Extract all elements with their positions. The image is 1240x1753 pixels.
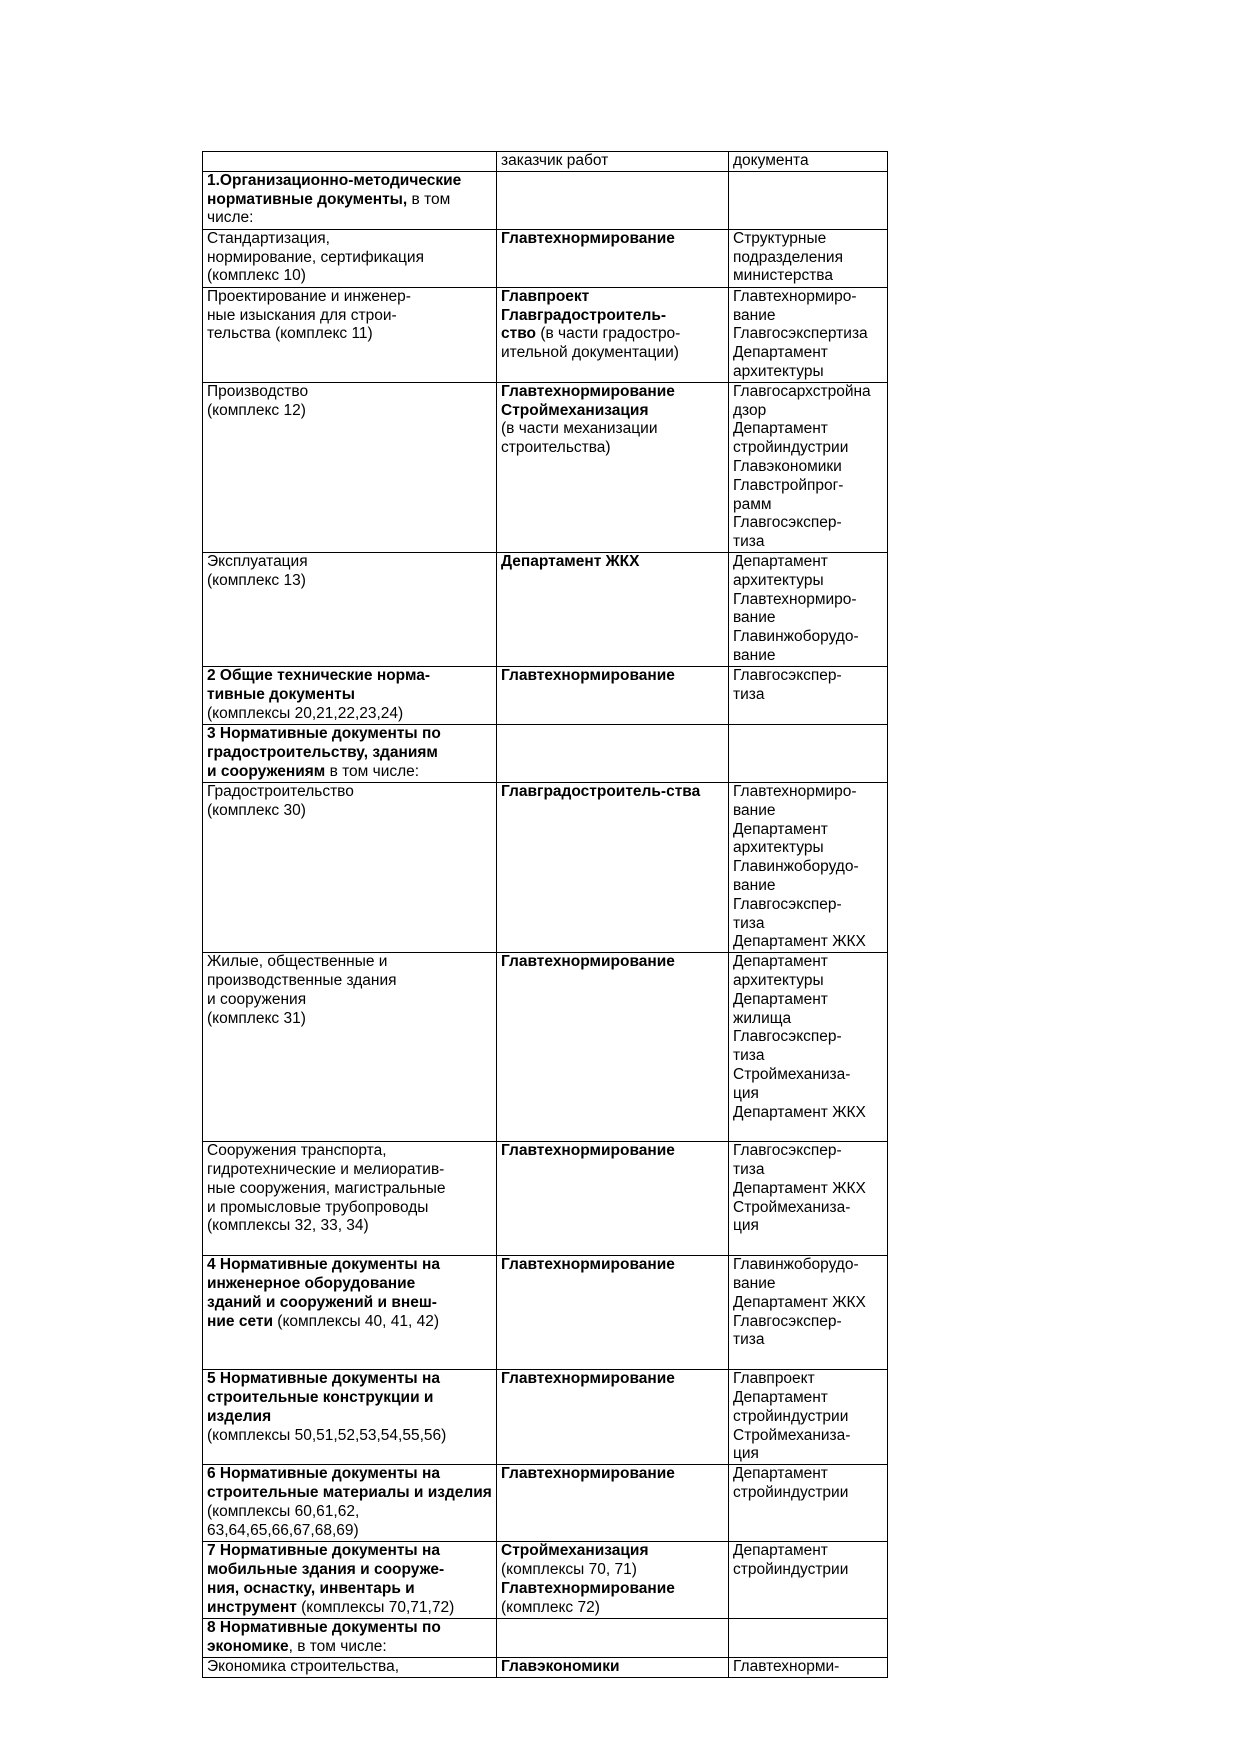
cell-text-bold: 1.Организационно-методические нормативные документы, (207, 171, 462, 208)
cell-text-bold: Главтехнормирование (501, 1256, 675, 1274)
cell-text-regular: (комплексы 60,61,62, 63,64,65,66,67,68,69) (207, 1502, 360, 1539)
table-row (203, 1142, 888, 1256)
cell-text-regular: (комплекс 72) (501, 1598, 600, 1616)
customer-cell (497, 1465, 729, 1542)
cell-text-regular: Сооружения транспорта, гидротехнические и мелиоратив- ные сооружения, магистральные и промысловые трубопроводы (комплексы 32, 33, 34) (207, 1142, 446, 1235)
section-name-cell (203, 287, 497, 382)
cell-text (207, 1465, 492, 1540)
cell-text (207, 725, 492, 781)
cell-text-bold: Главтехнормирование (501, 1465, 675, 1483)
cell-text-regular: Главинжоборудо- вание Департамент ЖКХ Главгосэкспер- тиза (733, 1256, 866, 1349)
customer-cell (497, 287, 729, 382)
cell-text (207, 1142, 492, 1236)
customer-cell (497, 666, 729, 724)
cell-text-regular: (комплексы 70, 71) (501, 1560, 637, 1578)
table-row (203, 1619, 888, 1658)
coordinator-cell (729, 382, 888, 552)
table-body (203, 152, 888, 1678)
cell-text (733, 1465, 883, 1503)
cell-text (733, 953, 883, 1122)
section-name-cell (203, 1465, 497, 1542)
table-row (203, 1465, 888, 1542)
cell-text-bold: Главтехнормирование (501, 953, 675, 971)
cell-text-regular: Эксплуатация (комплекс 13) (207, 552, 308, 589)
cell-text (733, 1256, 883, 1350)
cell-text-bold: Главтехнормирование (501, 1370, 675, 1388)
cell-text-regular: Департамент архитектуры Департамент жилища Главгосэкспер- тиза Строймеханиза- ция Департамент ЖКХ (733, 953, 866, 1121)
cell-text-regular: Проектирование и инженер- ные изыскания для строи- тельства (комплекс 11) (207, 287, 411, 343)
table-row (203, 171, 888, 229)
table-row (203, 666, 888, 724)
section-name-cell (203, 1256, 497, 1370)
cell-text (207, 1256, 492, 1331)
coordinator-cell (729, 782, 888, 952)
header-cell-2 (497, 152, 729, 172)
cell-text-bold: 6 Нормативные документы на строительные материалы и изделия (207, 1465, 492, 1501)
cell-text-regular: (комплексы 70,71,72) (296, 1598, 455, 1616)
coordinator-cell (729, 1370, 888, 1465)
cell-text (501, 783, 724, 802)
section-name-cell (203, 1542, 497, 1619)
coordinator-cell (729, 953, 888, 1142)
cell-text-regular: , в том числе: (288, 1637, 387, 1655)
table-row (203, 552, 888, 666)
cell-text (501, 230, 724, 249)
customer-cell (497, 724, 729, 782)
cell-text-bold: Главтехнормирование Строймеханизация (501, 382, 675, 419)
table-row (203, 1370, 888, 1465)
customer-cell (497, 953, 729, 1142)
coordinator-cell (729, 1465, 888, 1542)
cell-text-bold: Главтехнормирование (501, 1579, 675, 1597)
table-row (203, 287, 888, 382)
cell-text-bold: 5 Нормативные документы на строительные конструкции и изделия (207, 1370, 440, 1425)
coordinator-cell (729, 552, 888, 666)
coordinator-cell (729, 1619, 888, 1658)
section-name-cell (203, 171, 497, 229)
customer-cell (497, 229, 729, 287)
cell-text (207, 230, 492, 286)
cell-text (501, 1142, 724, 1161)
cell-text-regular: Главгосэкспер- тиза (733, 666, 842, 703)
table-row (203, 1658, 888, 1678)
table-row (203, 1256, 888, 1370)
cell-text-regular: Департамент стройиндустрии (733, 1542, 849, 1578)
cell-text-bold: Главтехнормирование (501, 229, 675, 247)
table-row (203, 782, 888, 952)
customer-cell (497, 552, 729, 666)
coordinator-cell (729, 229, 888, 287)
customer-cell (497, 1370, 729, 1465)
section-name-cell (203, 724, 497, 782)
header-cell-1 (203, 152, 497, 172)
customer-cell (497, 382, 729, 552)
table-row (203, 724, 888, 782)
cell-text (733, 1142, 883, 1236)
cell-text-bold: Главтехнормирование (501, 666, 675, 684)
coordinator-cell (729, 171, 888, 229)
cell-text (733, 383, 883, 552)
coordinator-cell (729, 1542, 888, 1619)
cell-text-bold: Строймеханизация (501, 1542, 649, 1560)
cell-text-bold: Главпроект Главградостроитель- ство (501, 287, 667, 343)
coordinator-cell (729, 1256, 888, 1370)
table-row (203, 953, 888, 1142)
cell-text-bold: Департамент ЖКХ (501, 552, 640, 570)
section-name-cell (203, 666, 497, 724)
cell-text (501, 1465, 724, 1484)
cell-text (207, 172, 492, 228)
cell-text (501, 553, 724, 572)
cell-text (733, 1542, 883, 1580)
cell-text-regular: в том числе: (325, 762, 420, 780)
cell-text (207, 553, 492, 591)
cell-text (501, 953, 724, 972)
coordinator-cell (729, 1142, 888, 1256)
cell-text-regular: Жилые, общественные и производственные здания и сооружения (комплекс 31) (207, 953, 397, 1027)
table-header-row (203, 152, 888, 172)
cell-text (207, 953, 492, 1028)
cell-text (501, 1658, 724, 1677)
cell-text-regular: (комплексы 40, 41, 42) (272, 1312, 440, 1330)
table-row (203, 1542, 888, 1619)
cell-text (207, 1658, 492, 1677)
cell-text-regular: Департамент архитектуры Главтехнормиро- вание Главинжоборудо- вание (733, 552, 859, 664)
section-name-cell (203, 1619, 497, 1658)
cell-text-regular: (комплексы 20,21,22,23,24) (207, 704, 404, 722)
cell-text-bold: 3 Нормативные документы по градостроительству, зданиям и сооружениям (207, 724, 441, 780)
section-name-cell (203, 229, 497, 287)
customer-cell (497, 1542, 729, 1619)
cell-text-regular: Производство (комплекс 12) (207, 382, 309, 419)
section-name-cell (203, 1370, 497, 1465)
cell-text-bold: Главэкономики (501, 1658, 620, 1676)
cell-text-regular: (в части механизации строительства) (501, 420, 658, 457)
coordinator-cell (729, 287, 888, 382)
customer-cell (497, 1658, 729, 1678)
section-name-cell (203, 1658, 497, 1678)
section-name-cell (203, 552, 497, 666)
cell-text-bold: 7 Нормативные документы на мобильные здания и сооруже- ния, оснастку, инвентарь и инструмент (207, 1542, 445, 1616)
cell-text (207, 288, 492, 344)
cell-text-regular: Главгосархстройна дзор Департамент стройиндустрии Главэкономики Главстройпрог- рамм Главгосэкспер- тиза (733, 382, 871, 551)
cell-text (207, 667, 492, 723)
customer-cell (497, 1619, 729, 1658)
section-name-cell (203, 382, 497, 552)
cell-text-regular: Департамент стройиндустрии (733, 1465, 849, 1501)
cell-text-bold: 2 Общие технические норма- тивные документы (207, 666, 430, 703)
cell-text-regular: Главтехнормиро- вание Главгосэкспертиза Департамент архитектуры (733, 287, 868, 380)
cell-text-regular: Главгосэкспер- тиза Департамент ЖКХ Строймеханиза- ция (733, 1142, 866, 1235)
cell-text-regular: Структурные подразделения министерства (733, 229, 843, 285)
cell-text-regular: (комплексы 50,51,52,53,54,55,56) (207, 1426, 447, 1444)
cell-text-regular: Экономика строительства, (207, 1658, 399, 1676)
cell-text (207, 1619, 492, 1657)
cell-text (207, 1542, 492, 1617)
cell-text (501, 383, 724, 458)
cell-text-regular: Главтехнормиро- вание Департамент архитектуры Главинжоборудо- вание Главгосэкспер- тиза Департамент ЖКХ (733, 782, 866, 951)
cell-text (501, 1542, 724, 1617)
cell-text (733, 1370, 883, 1464)
cell-text (207, 783, 492, 821)
cell-text (207, 1370, 492, 1445)
customer-cell (497, 1142, 729, 1256)
cell-text-regular: в том числе: (207, 190, 451, 227)
cell-text (733, 288, 883, 382)
header-customer: заказчик работ (501, 152, 609, 169)
cell-text-bold: Главтехнормирование (501, 1142, 675, 1160)
customer-cell (497, 171, 729, 229)
table-row (203, 229, 888, 287)
cell-text (207, 383, 492, 421)
cell-text (733, 553, 883, 666)
section-name-cell (203, 1142, 497, 1256)
header-cell-3 (729, 152, 888, 172)
cell-text-regular: (в части градостро- ительной документации) (501, 325, 681, 362)
cell-text (501, 667, 724, 686)
cell-text (501, 1370, 724, 1389)
cell-text (733, 783, 883, 952)
cell-text (501, 288, 724, 363)
standards-table (202, 151, 888, 1678)
section-name-cell (203, 953, 497, 1142)
cell-text-regular: Главпроект Департамент стройиндустрии Строймеханиза- ция (733, 1370, 851, 1463)
cell-text-regular: Главтехнорми- (733, 1658, 840, 1676)
cell-text-bold: 4 Нормативные документы на инженерное оборудование зданий и сооружений и внеш- ние сети (207, 1256, 440, 1330)
cell-text-bold: 8 Нормативные документы по экономике (207, 1619, 441, 1655)
cell-text (501, 1256, 724, 1275)
cell-text-bold: Главградостроитель-ства (501, 782, 701, 800)
cell-text-regular: Стандартизация, нормирование, сертификация (комплекс 10) (207, 229, 424, 285)
section-name-cell (203, 782, 497, 952)
cell-text-regular: Градостроительство (комплекс 30) (207, 782, 354, 819)
cell-text (733, 1658, 883, 1677)
coordinator-cell (729, 1658, 888, 1678)
customer-cell (497, 782, 729, 952)
cell-text (733, 230, 883, 286)
header-document: документа (733, 152, 809, 169)
coordinator-cell (729, 666, 888, 724)
cell-text (733, 667, 883, 705)
customer-cell (497, 1256, 729, 1370)
table-row (203, 382, 888, 552)
coordinator-cell (729, 724, 888, 782)
